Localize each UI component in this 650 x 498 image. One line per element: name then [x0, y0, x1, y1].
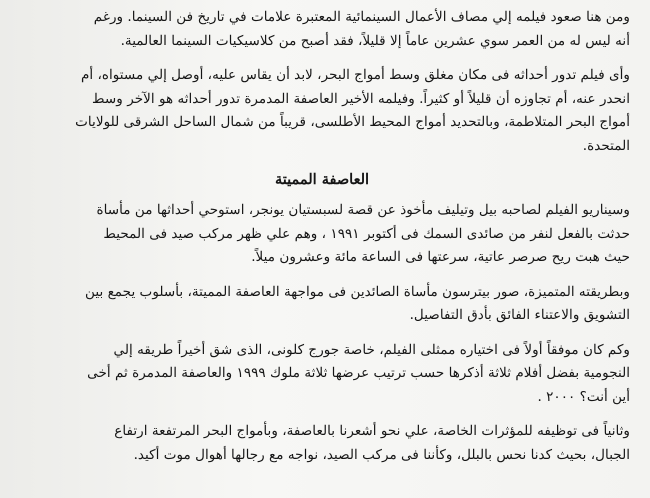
text-line: وبطريقته المتميزة، صور بيترسون مأساة الصائدين فى مواجهة العاصفة المميتة، بأسلوب يجمع بين: [85, 283, 630, 300]
paragraph-3: [14, 199, 630, 270]
paragraph-5: [14, 339, 630, 410]
paragraph-4: [14, 281, 630, 328]
paragraph-1: [14, 6, 630, 53]
text-line: أمواج البحر المتلاطمة، وبالتحديد أمواج المحيط الأطلسى، قريباً من شمال الساحل الشرقى للولايات: [75, 114, 630, 130]
text-line: انحدر عنه، أم تجاوزه أن قليلاً أو كثيراً. وفيلمه الأخير العاصفة المدمرة تدور أحداثه هو الآخر وسط: [92, 90, 630, 107]
text-line: أين أنت؟ ٢٠٠٠ .: [537, 388, 630, 405]
text-line: الجبال، بحيث كدنا نحس بالبلل، وكأننا فى مركب الصيد، نواجه مع رجالها أهوال موت أكيد.: [133, 446, 630, 463]
text-line: وأى فيلم تدور أحداثه فى مكان مغلق وسط أمواج البحر، لابد أن يقاس عليه، أوصل إلي مستواه، أم: [80, 67, 630, 83]
text-line: ومن هنا صعود فيلمه إلي مصاف الأعمال السينمائية المعتبرة علامات في تاريخ فن السينما. ورغم: [93, 9, 630, 25]
text-line: أنه ليس له من العمر سوي عشرين عاماً إلا قليلاً، فقد أصبح من كلاسيكيات السينما العالمية.: [120, 32, 630, 49]
text-line: وكم كان موفقاً أولاً فى اختياره ممثلى الفيلم، خاصة جورج كلونى، الذى شق أخيراً طريقه إلي: [113, 341, 630, 358]
section-heading: العاصفة المميتة: [274, 171, 370, 188]
text-line: حدثت بالفعل لنفر من صائدى السمك فى أكتوبر ١٩٩١ ، وهم علي ظهر مركب صيد فى المحيط: [103, 225, 630, 242]
text-line: وسيناريو الفيلم لصاحبه بيل وتيليف مأخوذ عن قصة لسبستيان يونجر، استوحي أحداثها من مأساة: [96, 202, 630, 218]
paragraph-6: [14, 420, 630, 467]
text-line: التشويق والاعتناء الفائق بأدق التفاصيل.: [409, 307, 630, 323]
text-line: وثانياً فى توظيفه للمؤثرات الخاصة، علي نحو أشعرنا بالعاصفة، وبأمواج البحر المرتفعة ارتفاع: [114, 423, 630, 439]
paragraph-2: [14, 64, 630, 158]
text-line: حيث هبت ريح صرصر عاتية، سرعتها فى الساعة مائة وعشرون ميلاً.: [251, 249, 630, 265]
text-line: المتحدة.: [582, 137, 630, 154]
text-line: النجومية بفضل أفلام ثلاثة أذكرها حسب ترتيب عرضها ثلاثة ملوك ١٩٩٩ والعاصفة المدمرة ثم أخى: [87, 365, 630, 381]
